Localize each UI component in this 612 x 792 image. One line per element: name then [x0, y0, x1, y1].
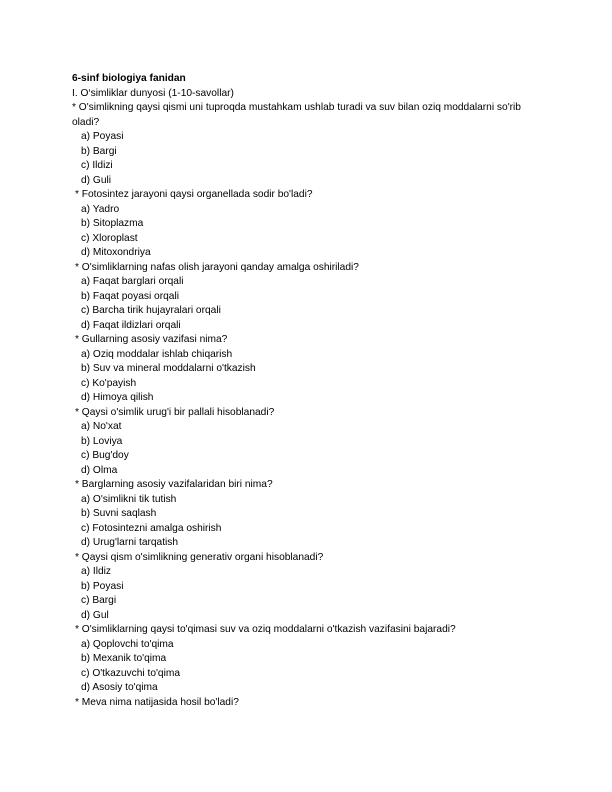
option-4d: d) Himoya qilish: [81, 392, 154, 403]
option-3b: b) Faqat poyasi orqali: [81, 290, 179, 302]
option-3c: c) Barcha tirik hujayralari orqali: [81, 305, 221, 316]
question-7: * Qaysi qism o'simlikning generativ organi hisoblanadi?: [75, 551, 324, 563]
option-7b: b) Poyasi: [81, 580, 124, 592]
option-7a: a) Ildiz: [81, 566, 112, 577]
question-2: * Fotosintez jarayoni qaysi organellada sodir bo'ladi?: [75, 189, 313, 200]
question-4: * Gullarning asosiy vazifasi nima?: [75, 334, 228, 345]
question-8: * O'simliklarning qaysi to'qimasi suv va oziq moddalarni o'tkazish vazifasini bajaradi?: [75, 624, 456, 635]
question-3: * O'simliklarning nafas olish jarayoni qanday amalga oshiriladi?: [75, 261, 359, 273]
option-8b: b) Mexanik to'qima: [81, 653, 167, 664]
section-heading: I. O‘simliklar dunyosi (1-10-savollar): [72, 87, 234, 99]
option-8a: a) Qoplovchi to'qima: [81, 638, 174, 650]
option-6c: c) Fotosintezni amalga oshirish: [81, 522, 222, 534]
option-3a: a) Faqat barglari orqali: [81, 276, 184, 287]
option-1c: c) Ildizi: [81, 160, 113, 171]
option-7d: d) Gul: [81, 609, 109, 621]
option-2c: c) Xloroplast: [81, 232, 138, 244]
option-2a: a) Yadro: [81, 203, 120, 215]
option-6d: d) Urug'larni tarqatish: [81, 537, 179, 548]
option-2d: d) Mitoxondriya: [81, 247, 151, 258]
question-6: * Barglarning asosiy vazifalaridan biri nima?: [75, 479, 273, 490]
option-7c: c) Bargi: [81, 595, 117, 606]
question-5: * Qaysi o'simlik urug'i bir pallali hisoblanadi?: [75, 406, 275, 418]
option-5a: a) No'xat: [81, 421, 122, 432]
question-1: * O'simlikning qaysi qismi uni tuproqda mustahkam ushlab turadi va suv bilan oziq moddalarni so'rib oladi?: [72, 102, 521, 128]
option-4a: a) Oziq moddalar ishlab chiqarish: [81, 348, 233, 360]
option-2b: b) Sitoplazma: [81, 218, 144, 229]
document-title: 6-sinf biologiya fanidan: [72, 73, 186, 84]
option-4b: b) Suv va mineral moddalarni o'tkazish: [81, 363, 256, 374]
option-1d: d) Guli: [81, 174, 112, 186]
option-8c: c) O'tkazuvchi to'qima: [81, 667, 181, 679]
option-6a: a) O'simlikni tik tutish: [81, 493, 177, 505]
question-9: * Meva nima natijasida hosil bo'ladi?: [75, 696, 239, 708]
option-1b: b) Bargi: [81, 145, 117, 157]
option-6b: b) Suvni saqlash: [81, 508, 157, 519]
option-3d: d) Faqat ildizlari orqali: [81, 319, 181, 331]
option-5c: c) Bug'doy: [81, 450, 129, 461]
option-5d: d) Olma: [81, 464, 118, 476]
option-4c: c) Ko'payish: [81, 377, 137, 389]
option-1a: a) Poyasi: [81, 131, 124, 142]
option-8d: d) Asosiy to'qima: [81, 682, 158, 693]
document-page: [72, 72, 542, 710]
option-5b: b) Loviya: [81, 435, 123, 447]
